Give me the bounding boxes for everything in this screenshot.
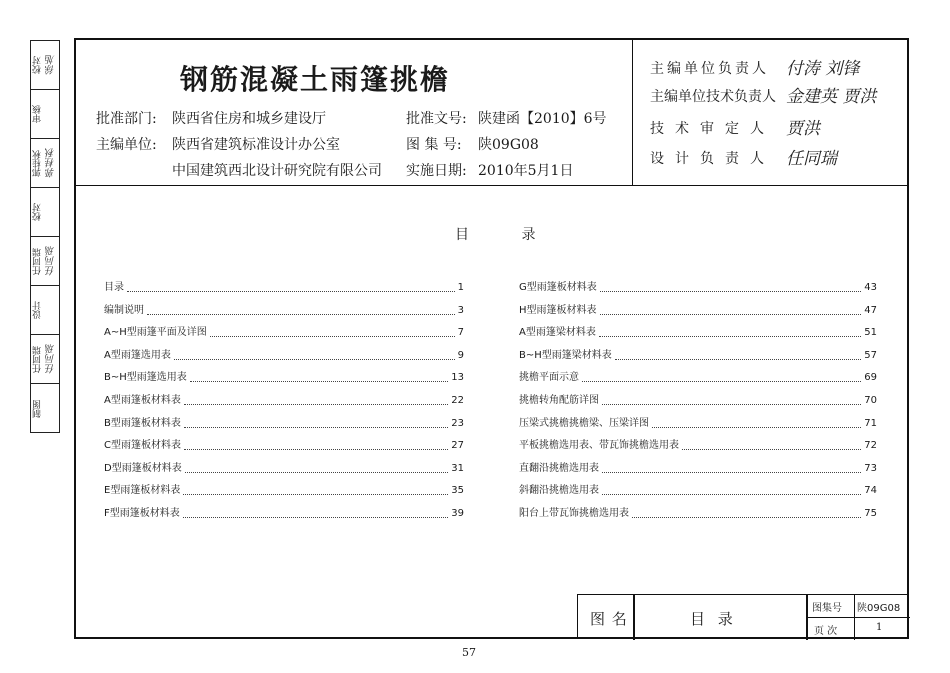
toc-entry-label: A型雨篷板材料表 (104, 395, 181, 406)
page-number: 57 (462, 646, 476, 659)
toc-entry-label: A型雨篷选用表 (104, 349, 171, 361)
toc-entry-page: 9 (457, 349, 464, 361)
header-vertical-divider (632, 38, 633, 186)
toc-entry-label: 目录 (104, 282, 124, 293)
binding-strip (30, 40, 60, 433)
toc-entry[interactable] (104, 278, 464, 294)
binding-strip-cell (31, 139, 59, 188)
toc-entry-label: 阳台上带瓦饰挑檐选用表 (519, 508, 629, 519)
toc-entry[interactable] (104, 301, 464, 317)
binding-strip-signature (46, 290, 60, 331)
responsibility-signature: 金建英 贾洪 (786, 87, 877, 107)
toc-entry-label: C型雨篷板材料表 (104, 440, 181, 452)
toc-entry-page: 27 (451, 440, 464, 452)
toc-entry-label: A~H型雨篷平面及详图 (104, 327, 207, 339)
toc-entry-page: 57 (864, 349, 877, 361)
approval-no-label: 批准文号: (406, 111, 467, 127)
binding-strip-label: 校对 (33, 56, 43, 75)
binding-strip-label: 郭桂秋 (33, 150, 43, 177)
atlas-no: 陕09G08 (478, 137, 539, 153)
toc-leader-dots (183, 516, 449, 518)
toc-entry-page: 39 (451, 508, 464, 519)
toc-entry-label: F型雨篷板材料表 (104, 508, 180, 519)
binding-strip-label: 校对 (33, 203, 43, 222)
toc-leader-dots (210, 335, 455, 337)
binding-strip-label: 设计 (33, 301, 43, 320)
toc-leader-dots (582, 380, 861, 382)
toc-entry-label: 斜翻沿挑檐选用表 (519, 485, 599, 497)
binding-strip-signature: 郭桂秋 (46, 148, 57, 179)
binding-strip-label: 任同瑞 (33, 346, 43, 373)
toc-leader-dots (190, 380, 449, 382)
toc-entry-page: 47 (864, 304, 877, 316)
binding-strip-cell (31, 188, 59, 237)
chief-unit-label: 主编单位: (96, 137, 157, 153)
toc-entry[interactable] (104, 481, 464, 497)
toc-entry-page: 13 (451, 372, 464, 384)
responsibility-signature: 付涛 刘锋 (786, 59, 860, 79)
toc-entry[interactable] (519, 301, 877, 317)
toc-entry[interactable] (519, 459, 877, 475)
toc-leader-dots (615, 358, 862, 360)
binding-strip-label: 制图 (33, 400, 43, 418)
binding-strip-label: 任同瑞 (33, 248, 43, 275)
toc-entry[interactable] (104, 504, 464, 520)
page-tb: 1 (876, 622, 883, 633)
toc-entry[interactable] (519, 414, 877, 430)
responsibility-role: 设计负责人 (650, 151, 775, 167)
toc-entry-label: 压梁式挑檐挑檐梁、压梁详图 (519, 417, 649, 429)
toc-entry[interactable] (104, 346, 464, 362)
toc-entry[interactable] (519, 436, 877, 452)
chief-unit-2: 中国建筑西北设计研究院有限公司 (172, 163, 382, 179)
toc-entry-page: 23 (451, 417, 464, 429)
toc-entry-page: 73 (864, 462, 877, 474)
toc-entry-page: 22 (451, 395, 464, 406)
toc-entry-label: 编制说明 (104, 304, 144, 316)
binding-strip-label: 审核 (33, 105, 43, 124)
toc-leader-dots (602, 471, 861, 473)
toc-leader-dots (652, 426, 861, 428)
binding-strip-signature (46, 192, 60, 233)
toc-entry-label: B~H型雨篷选用表 (104, 372, 187, 384)
toc-entry[interactable] (104, 391, 464, 407)
toc-entry[interactable] (519, 323, 877, 339)
binding-strip-cell (31, 41, 59, 90)
toc-entry[interactable] (519, 481, 877, 497)
toc-entry-label: B型雨篷板材料表 (104, 417, 181, 429)
toc-title: 目 录 (455, 227, 560, 243)
binding-strip-signature: 徐旭 (46, 55, 57, 76)
atlas-no-tb: 陕09G08 (857, 603, 901, 614)
toc-entry-label: 挑檐平面示意 (519, 372, 579, 384)
toc-entry-page: 31 (451, 462, 464, 474)
toc-entry-label: A型雨篷梁材料表 (519, 327, 596, 339)
binding-strip-cell (31, 384, 59, 434)
toc-leader-dots (600, 290, 862, 292)
document-title: 钢筋混凝土雨篷挑檐 (180, 63, 451, 96)
atlas-no-label-tb: 图集号 (812, 603, 842, 614)
toc-entry[interactable] (519, 368, 877, 384)
approval-dept: 陕西省住房和城乡建设厅 (172, 111, 326, 127)
toc-entry-label: G型雨篷板材料表 (519, 282, 597, 293)
toc-entry-page: 69 (864, 372, 877, 384)
toc-entry-page: 35 (451, 485, 464, 497)
toc-entry[interactable] (519, 391, 877, 407)
toc-entry-page: 7 (457, 327, 464, 339)
toc-entry-page: 75 (864, 508, 877, 519)
toc-leader-dots (184, 448, 448, 450)
toc-entry[interactable] (104, 368, 464, 384)
toc-leader-dots (174, 358, 455, 360)
toc-leader-dots (682, 448, 861, 450)
title-block (577, 594, 909, 639)
toc-entry[interactable] (104, 323, 464, 339)
binding-strip-signature (46, 94, 60, 135)
toc-entry[interactable] (104, 459, 464, 475)
toc-entry[interactable] (519, 346, 877, 362)
binding-strip-cell (31, 335, 59, 384)
drawing-name-label: 图 名 (590, 610, 628, 628)
atlas-no-label: 图 集 号: (406, 137, 462, 153)
toc-leader-dots (602, 403, 861, 405)
binding-strip-signature (46, 388, 60, 430)
binding-strip-cell (31, 90, 59, 139)
toc-leader-dots (147, 313, 455, 315)
toc-entry-label: D型雨篷板材料表 (104, 462, 182, 474)
toc-entry[interactable] (519, 504, 877, 520)
toc-leader-dots (185, 471, 449, 473)
toc-leader-dots (600, 313, 862, 315)
toc-leader-dots (183, 493, 448, 495)
page-label-tb: 页 次 (814, 626, 838, 637)
toc-leader-dots (127, 290, 455, 292)
toc-entry-page: 3 (457, 304, 464, 316)
toc-leader-dots (184, 426, 448, 428)
binding-strip-signature: 任同瑞 (46, 246, 57, 277)
toc-entry[interactable] (519, 278, 877, 294)
approval-no: 陕建函【2010】6号 (478, 111, 607, 127)
toc-entry-page: 72 (864, 440, 877, 452)
toc-entry-label: H型雨篷板材料表 (519, 304, 597, 316)
toc-entry[interactable] (104, 436, 464, 452)
toc-entry-label: E型雨篷板材料表 (104, 485, 181, 497)
toc-leader-dots (184, 403, 448, 405)
toc-entry[interactable] (104, 414, 464, 430)
responsibility-signature: 贾洪 (786, 119, 820, 139)
toc-entry-label: 挑檐转角配筋详图 (519, 395, 599, 406)
effective-date: 2010年5月1日 (478, 163, 574, 179)
effective-date-label: 实施日期: (406, 163, 467, 179)
toc-entry-label: B~H型雨篷梁材料表 (519, 349, 612, 361)
toc-leader-dots (602, 493, 861, 495)
toc-entry-page: 51 (864, 327, 877, 339)
binding-strip-cell (31, 237, 59, 286)
toc-entry-page: 1 (457, 282, 464, 293)
header-divider (74, 185, 909, 186)
responsibility-signature: 任同瑞 (786, 149, 837, 169)
binding-strip-cell (31, 286, 59, 335)
responsibility-role: 主编单位技术负责人 (650, 89, 776, 105)
drawing-name: 目 录 (690, 610, 737, 628)
toc-entry-page: 71 (864, 417, 877, 429)
toc-leader-dots (632, 516, 861, 518)
responsibility-role: 主编单位负责人 (650, 61, 769, 77)
toc-entry-page: 43 (864, 282, 877, 293)
toc-leader-dots (599, 335, 861, 337)
chief-unit-1: 陕西省建筑标准设计办公室 (172, 137, 340, 153)
responsibility-role: 技术审定人 (650, 121, 775, 137)
toc-entry-page: 74 (864, 485, 877, 497)
binding-strip-signature: 任同瑞 (46, 344, 57, 375)
approval-dept-label: 批准部门: (96, 111, 157, 127)
toc-entry-label: 直翻沿挑檐选用表 (519, 462, 599, 474)
toc-entry-label: 平板挑檐选用表、带瓦饰挑檐选用表 (519, 440, 679, 452)
toc-entry-page: 70 (864, 395, 877, 406)
